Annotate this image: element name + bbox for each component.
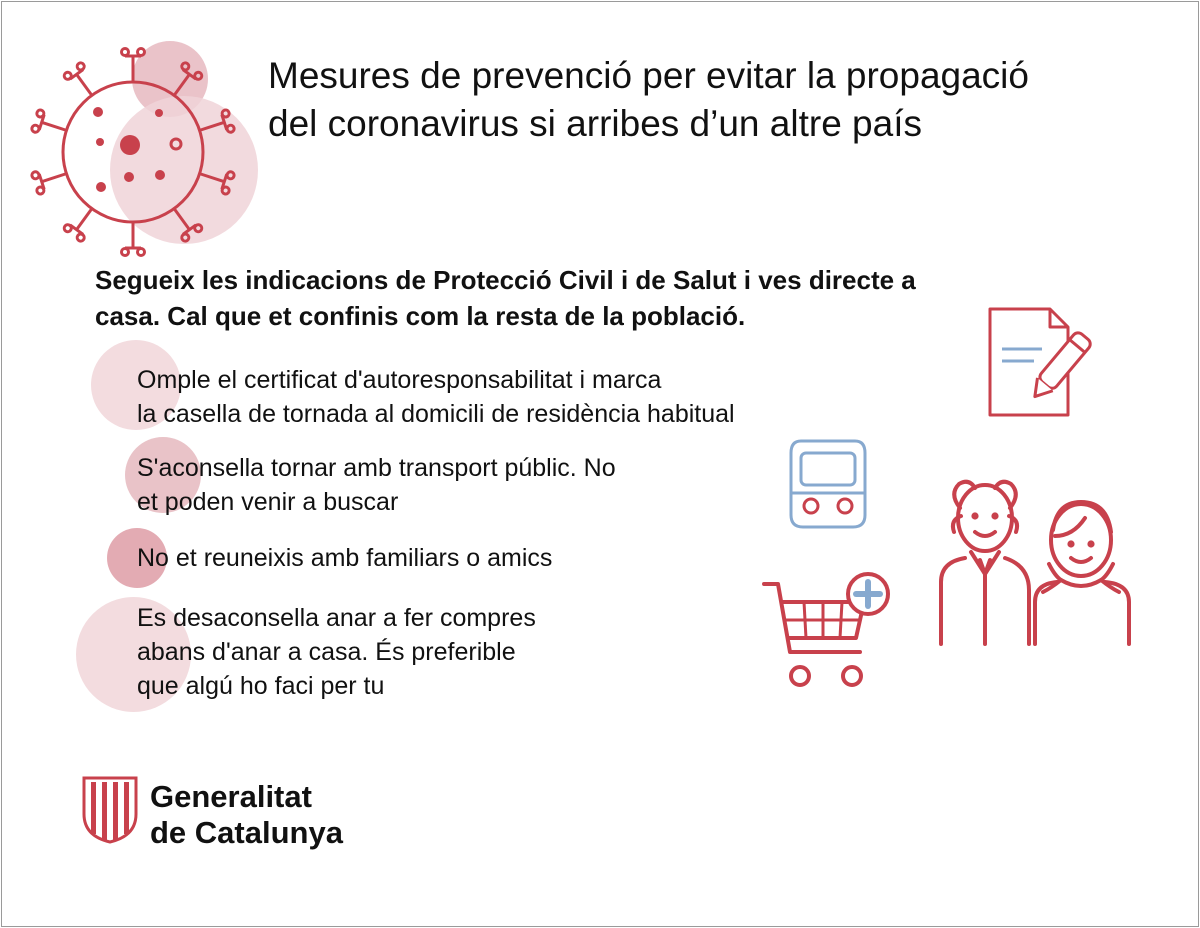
list-item-text: Omple el certificat d'autoresponsabilitat i marca: [137, 366, 662, 394]
list-item-4: [137, 601, 536, 703]
generalitat-logo-icon: [80, 774, 140, 844]
document-pen-icon: [982, 305, 1092, 423]
title-line-2: del coronavirus si arribes d’un altre país: [268, 103, 922, 144]
elderly-couple-icon: [935, 478, 1135, 648]
virus-illustration: [18, 30, 268, 260]
list-item-text: Es desaconsella anar a fer compres: [137, 604, 536, 632]
list-item-text: que algú ho faci per tu: [137, 672, 385, 700]
lead-line-1: Segueix les indicacions de Protecció Civil i de Salut i ves directe a: [95, 265, 916, 295]
lead-line-2: casa. Cal que et confinis com la resta de la població.: [95, 301, 746, 331]
train-icon: [783, 435, 873, 535]
list-item-text: S'aconsella tornar amb transport públic. No: [137, 454, 616, 482]
list-item-text: abans d'anar a casa. És preferible: [137, 638, 516, 666]
lead-paragraph: [95, 262, 1055, 334]
list-item-text: et poden venir a buscar: [137, 488, 399, 516]
list-item-3: [137, 541, 552, 575]
list-item-text: la casella de tornada al domicili de residència habitual: [137, 400, 735, 428]
shopping-cart-icon: [760, 570, 895, 698]
list-item-2: [137, 451, 616, 519]
logo-line-1: Generalitat: [150, 779, 312, 814]
page-title: [268, 52, 1168, 148]
generalitat-logo-text: [150, 779, 343, 851]
logo-line-2: de Catalunya: [150, 815, 343, 850]
title-line-1: Mesures de prevenció per evitar la propagació: [268, 55, 1029, 96]
list-item-1: [137, 363, 735, 431]
list-item-text: No et reuneixis amb familiars o amics: [137, 544, 553, 572]
